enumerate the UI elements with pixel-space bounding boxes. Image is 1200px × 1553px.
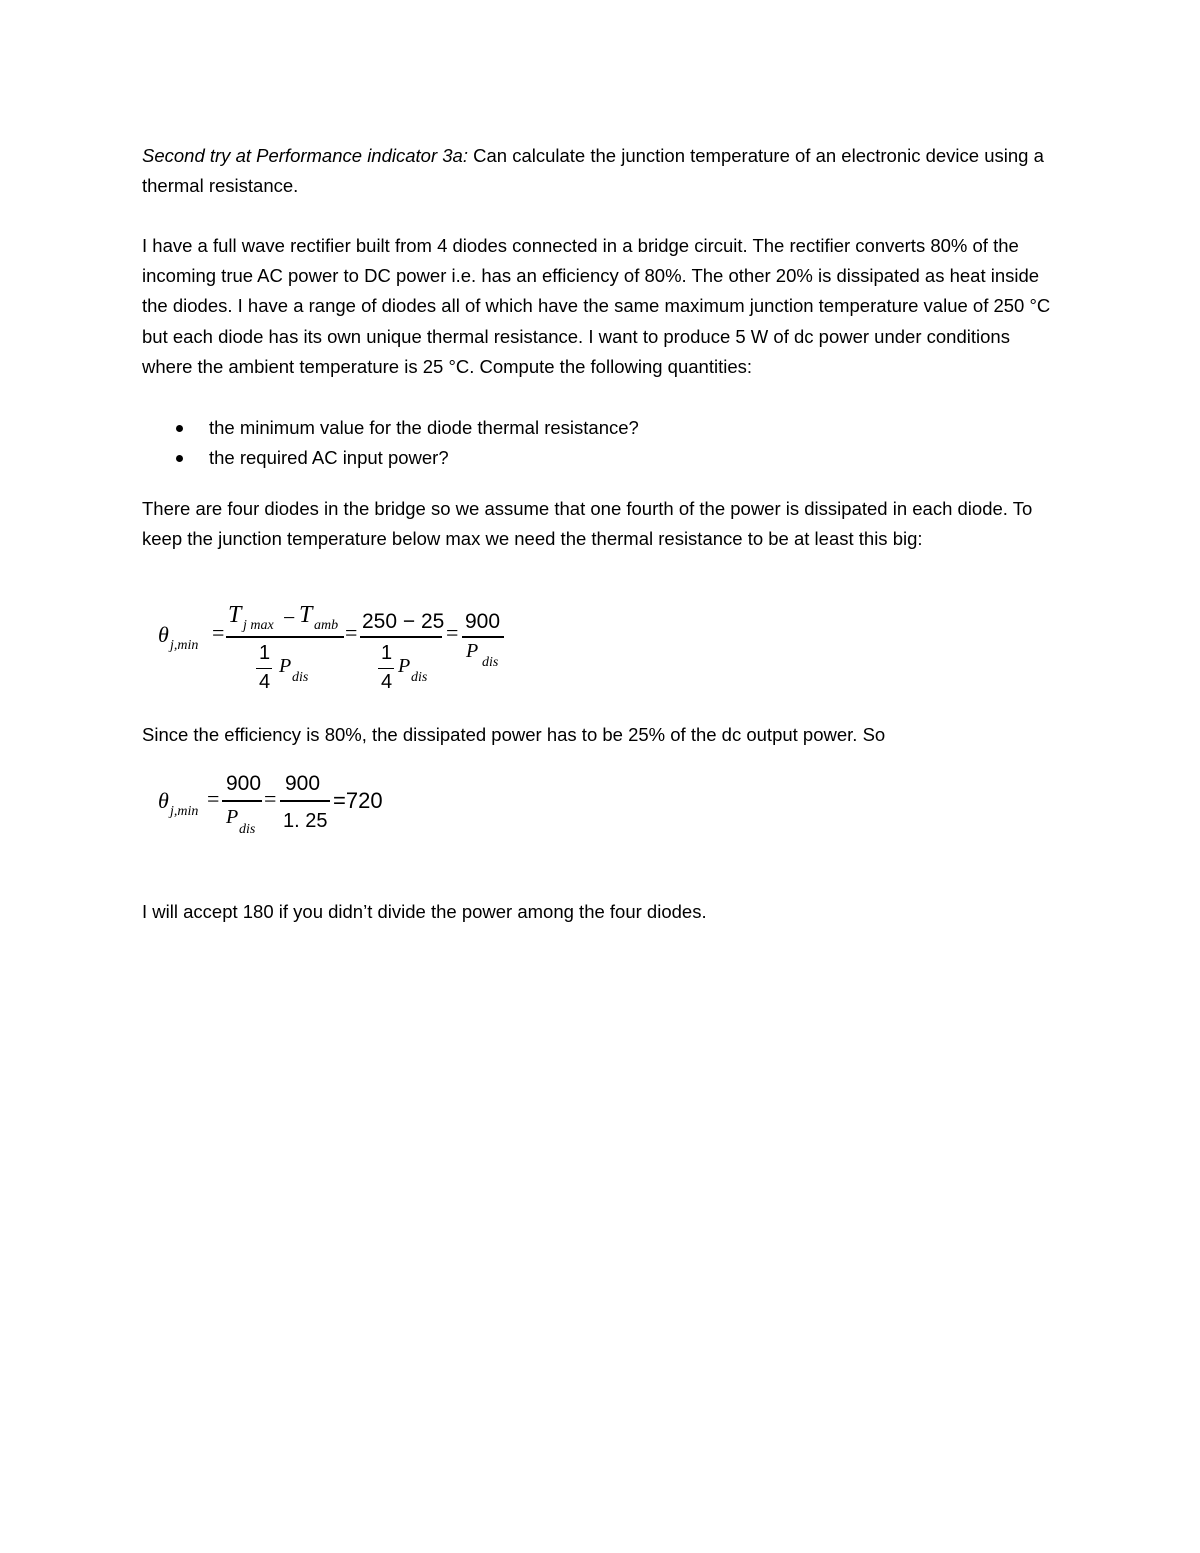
heading-rest: Can calculate the junction temperature of an electronic device using a thermal resistance.	[142, 145, 1044, 197]
denominator-four: 4	[259, 671, 271, 693]
result-value: =720	[333, 788, 383, 813]
list-item	[172, 413, 639, 443]
minus-sign: −	[283, 605, 296, 630]
theta-symbol: θ	[158, 788, 169, 813]
question-text: the required AC input power?	[209, 447, 449, 469]
efficiency-paragraph: Since the efficiency is 80%, the dissipated power has to be 25% of the dc output power. So	[142, 724, 886, 745]
explanation-paragraph: There are four diodes in the bridge so we assume that one fourth of the power is dissipated in each diode. To keep the junction temperature below max we need the thermal resistance to be at least this big:	[142, 498, 1033, 550]
heading-paragraph	[142, 141, 1062, 201]
problem-paragraph: I have a full wave rectifier built from 4 diodes connected in a bridge circuit. The rectifier converts 80% of the incoming true AC power to DC power i.e. has an efficiency of 80%. The other 20% is dissipated as heat inside the diodes. I have a range of diodes all of which have the same maximum junction temperature value of 250 °C but each diode has its own unique thermal resistance. I want to produce 5 W of dc power under conditions where the ambient temperature is 25 °C. Compute the following quantities:	[142, 235, 1051, 377]
dis-subscript: dis	[239, 822, 256, 837]
fraction-bar	[222, 800, 262, 802]
numerator-one: 1	[381, 642, 393, 664]
dis-subscript: dis	[292, 670, 309, 685]
dis-subscript: dis	[482, 655, 499, 670]
equals-sign: =	[207, 786, 220, 811]
equals-sign: =	[345, 620, 358, 645]
p-symbol: P	[466, 640, 479, 662]
t-symbol: T	[299, 602, 313, 628]
numerator-value: 900	[285, 772, 321, 795]
dis-subscript: dis	[411, 670, 428, 685]
theta-subscript: j,min	[170, 804, 199, 819]
bullet-icon	[176, 455, 183, 462]
p-symbol: P	[398, 655, 411, 677]
theta-subscript: j,min	[170, 638, 199, 653]
numerator-value: 250 − 25	[362, 610, 445, 633]
denominator-four: 4	[381, 671, 393, 693]
p-symbol: P	[226, 806, 239, 828]
fraction-bar	[256, 668, 272, 669]
bullet-icon	[176, 425, 183, 432]
denominator-value: 1. 25	[283, 810, 328, 832]
equals-sign: =	[212, 620, 225, 645]
fraction-bar	[378, 668, 394, 669]
amb-subscript: amb	[314, 618, 339, 633]
fraction-bar	[462, 636, 504, 638]
t-symbol: T	[228, 602, 242, 628]
numerator-value: 900	[465, 610, 501, 633]
equals-sign: =	[264, 786, 277, 811]
list-item	[172, 443, 639, 473]
numerator-value: 900	[226, 772, 262, 795]
question-list	[172, 413, 639, 473]
equals-sign: =	[446, 620, 459, 645]
jmax-subscript: j max	[243, 618, 274, 633]
fraction-bar	[280, 800, 330, 802]
fraction-bar	[226, 636, 344, 638]
heading-italic: Second try at Performance indicator 3a:	[142, 145, 468, 166]
theta-symbol: θ	[158, 622, 169, 647]
numerator-one: 1	[259, 642, 271, 664]
question-text: the minimum value for the diode thermal resistance?	[209, 417, 639, 438]
p-symbol: P	[279, 655, 292, 677]
fraction-bar	[360, 636, 442, 638]
closing-paragraph: I will accept 180 if you didn’t divide the power among the four diodes.	[142, 901, 707, 922]
